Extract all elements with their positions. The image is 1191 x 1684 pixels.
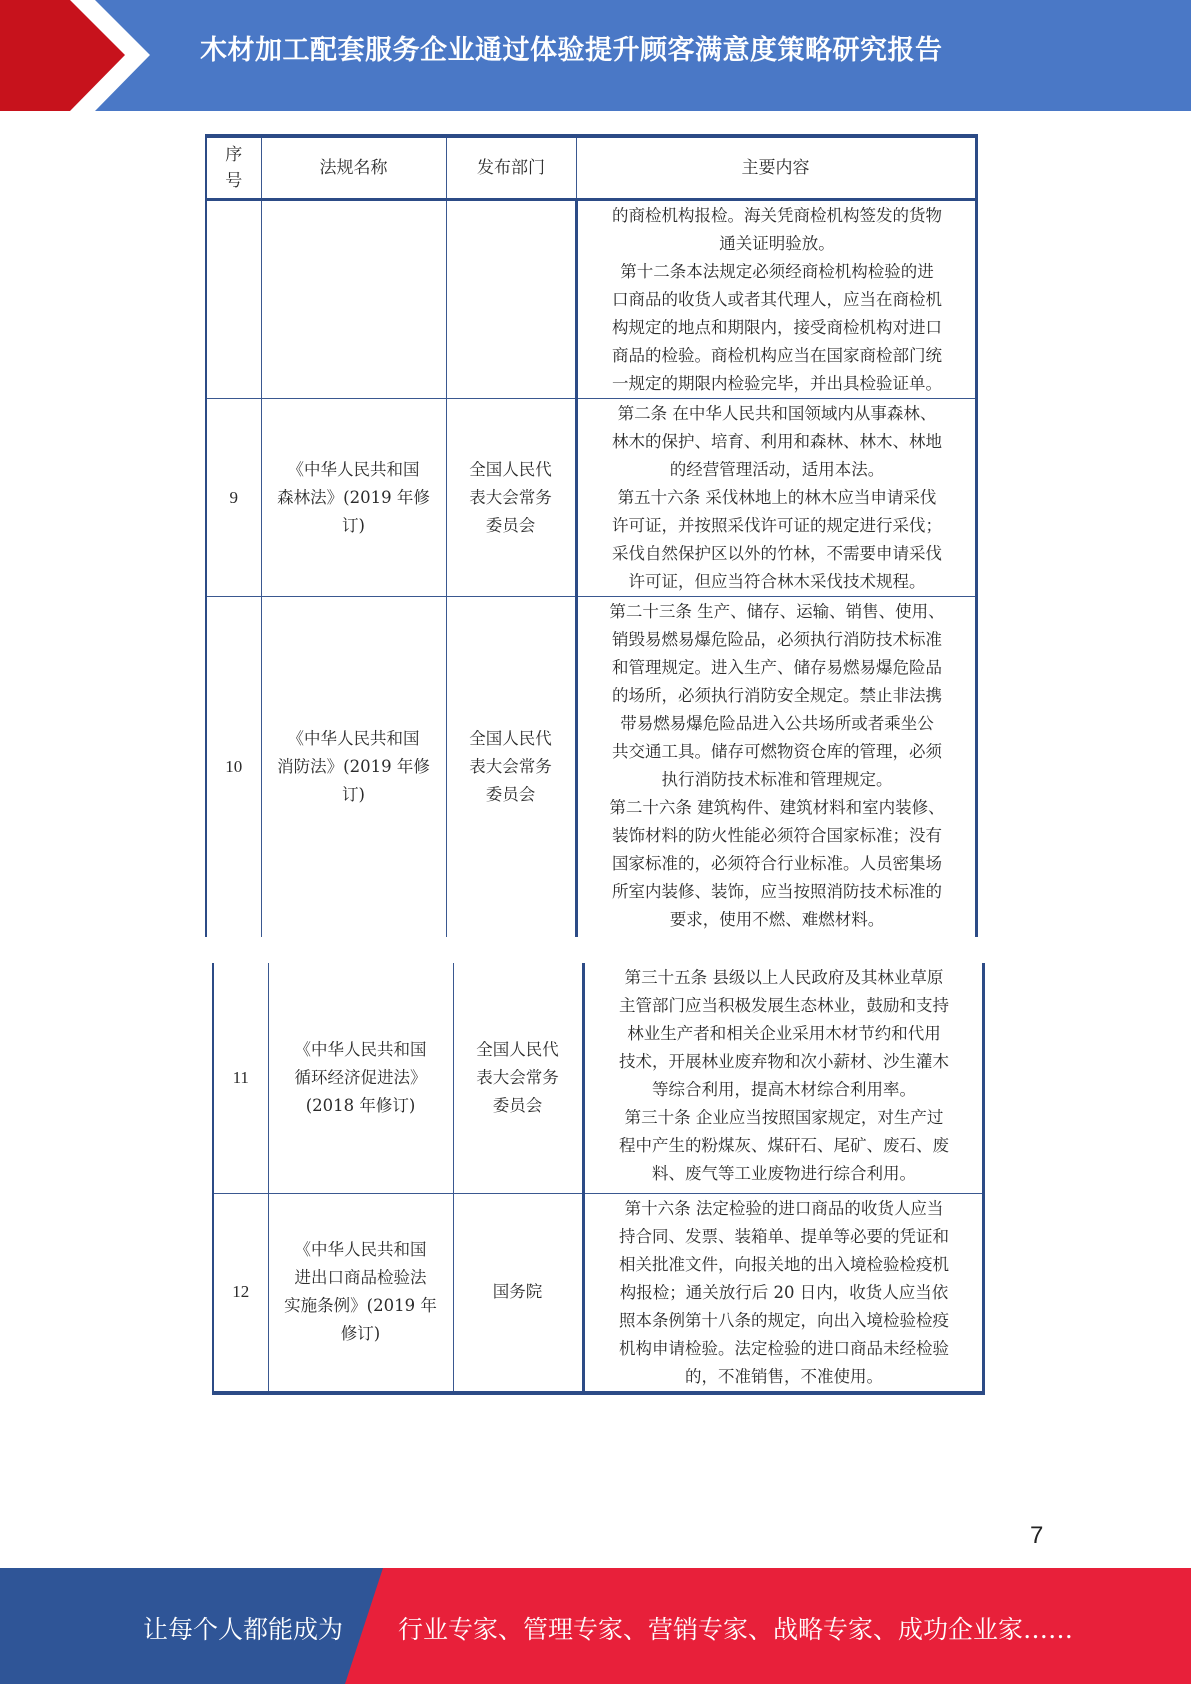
cell-content xyxy=(576,200,976,399)
cell-text-line: 的商检机构报检。海关凭商检机构签发的货物 xyxy=(612,206,942,225)
cell-text-line: 国务院 xyxy=(492,1282,543,1302)
cell-text-line: 全国人民代 xyxy=(476,1039,559,1059)
cell-text-line: 进出口商品检验法 xyxy=(294,1268,427,1288)
cell-text-line: 修订) xyxy=(340,1324,381,1344)
cell-dept xyxy=(446,597,576,937)
cell-text-line: 第二十六条 建筑构件、建筑材料和室内装修、 xyxy=(609,798,945,817)
cell-name xyxy=(268,1193,453,1393)
cell-text-line: 执行消防技术标准和管理规定。 xyxy=(661,770,893,789)
cell-text-line: 《中华人民共和国 xyxy=(294,1039,427,1059)
cell-text-line: 循环经济促进法》 xyxy=(294,1067,427,1087)
header-content: 主要内容 xyxy=(576,136,976,200)
cell-text-line: 程中产生的粉煤灰、煤矸石、尾矿、废石、废 xyxy=(619,1136,949,1155)
cell-text-line: 第二十三条 生产、储存、运输、销售、使用、 xyxy=(609,602,945,621)
cell-text-line: 商品的检验。商检机构应当在国家商检部门统 xyxy=(612,346,942,365)
regulations-table-part-2 xyxy=(212,963,985,1395)
header-chevron-decoration xyxy=(0,0,150,111)
header-num xyxy=(206,136,261,200)
cell-content xyxy=(576,597,976,937)
cell-text-line: 委员会 xyxy=(492,1095,543,1115)
cell-num: 10 xyxy=(206,597,261,937)
cell-text-line: 照本条例第十八条的规定，向出入境检验检疫 xyxy=(619,1310,949,1330)
cell-text-line: 表大会常务 xyxy=(469,756,552,776)
cell-text-line: (2018 年修订) xyxy=(305,1095,416,1115)
cell-text-line: 第十六条 法定检验的进口商品的收货人应当 xyxy=(624,1198,944,1218)
cell-text-line: 许可证，并按照采伐许可证的规定进行采伐； xyxy=(612,516,942,535)
cell-text-line: 委员会 xyxy=(485,784,536,804)
cell-text-line: 第十二条本法规定必须经商检机构检验的进 xyxy=(620,262,934,281)
cell-text-line: 《中华人民共和国 xyxy=(287,459,420,479)
cell-text-line: 林业生产者和相关企业采用木材节约和代用 xyxy=(627,1024,941,1043)
page-number: 7 xyxy=(1030,1522,1044,1549)
header-dept: 发布部门 xyxy=(446,136,576,200)
cell-text-line: 采伐自然保护区以外的竹林，不需要申请采伐 xyxy=(612,544,942,563)
header-num-label: 序号 xyxy=(225,145,243,191)
cell-text-line: 的场所，必须执行消防安全规定。禁止非法携 xyxy=(612,686,942,705)
table-header-row xyxy=(206,136,976,200)
cell-text-line: 第二条 在中华人民共和国领域内从事森林、 xyxy=(617,404,937,423)
cell-name xyxy=(268,963,453,1193)
cell-text-line: 要求，使用不燃、难燃材料。 xyxy=(669,910,885,929)
cell-dept xyxy=(446,200,576,399)
cell-text-line: 口商品的收货人或者其代理人，应当在商检机 xyxy=(612,290,942,309)
cell-content xyxy=(576,399,976,597)
cell-dept xyxy=(446,399,576,597)
cell-text-line: 持合同、发票、装箱单、提单等必要的凭证和 xyxy=(619,1226,949,1246)
cell-text-line: 料、废气等工业废物进行综合利用。 xyxy=(652,1164,916,1183)
cell-content xyxy=(583,1193,983,1393)
cell-text-line: 委员会 xyxy=(485,515,536,535)
cell-text-line: 森林法》(2019 年修 xyxy=(277,487,430,507)
cell-dept xyxy=(453,963,583,1193)
cell-text-line: 第三十五条 县级以上人民政府及其林业草原 xyxy=(624,968,944,987)
cell-text-line: 和管理规定。进入生产、储存易燃易爆危险品 xyxy=(612,658,942,677)
cell-dept xyxy=(453,1193,583,1393)
cell-text-line: 表大会常务 xyxy=(469,487,552,507)
table-row xyxy=(213,1193,983,1393)
header-banner xyxy=(0,0,1191,111)
cell-text-line: 的，不准销售，不准使用。 xyxy=(685,1366,883,1386)
cell-text-line: 带易燃易爆危险品进入公共场所或者乘坐公 xyxy=(620,714,934,733)
cell-num: 12 xyxy=(213,1193,268,1393)
cell-text-line: 全国人民代 xyxy=(469,728,552,748)
cell-text-line: 装饰材料的防火性能必须符合国家标准；没有 xyxy=(612,826,942,845)
cell-text-line: 林木的保护、培育、利用和森林、林木、林地 xyxy=(612,432,942,451)
cell-text-line: 共交通工具。储存可燃物资仓库的管理，必须 xyxy=(612,742,942,761)
cell-text-line: 等综合利用，提高木材综合利用率。 xyxy=(652,1080,916,1099)
regulations-table-part-1 xyxy=(205,134,978,937)
cell-text-line: 订) xyxy=(342,784,365,804)
table-row xyxy=(206,597,976,937)
cell-text-line: 一规定的期限内检验完毕，并出具检验证单。 xyxy=(612,374,942,393)
cell-text-line: 构报检；通关放行后 20 日内，收货人应当依 xyxy=(619,1282,949,1302)
cell-num xyxy=(206,200,261,399)
cell-text-line: 主管部门应当积极发展生态林业，鼓励和支持 xyxy=(619,996,949,1015)
cell-text-line: 第三十条 企业应当按照国家规定，对生产过 xyxy=(624,1108,944,1127)
cell-text-line: 许可证，但应当符合林木采伐技术规程。 xyxy=(628,572,926,591)
cell-text-line: 第五十六条 采伐林地上的林木应当申请采伐 xyxy=(617,488,937,507)
cell-num: 11 xyxy=(213,963,268,1193)
cell-text-line: 通关证明验放。 xyxy=(719,234,835,253)
cell-num: 9 xyxy=(206,399,261,597)
table-row xyxy=(206,399,976,597)
cell-text-line: 实施条例》(2019 年 xyxy=(284,1296,437,1316)
cell-content xyxy=(583,963,983,1193)
cell-text-line: 技术，开展林业废弃物和次小薪材、沙生灌木 xyxy=(619,1052,949,1071)
cell-text-line: 订) xyxy=(342,515,365,535)
cell-name xyxy=(261,597,446,937)
cell-text-line: 《中华人民共和国 xyxy=(287,728,420,748)
cell-text-line: 表大会常务 xyxy=(476,1067,559,1087)
cell-name xyxy=(261,399,446,597)
table-row-continuation xyxy=(206,200,976,399)
table-row xyxy=(213,963,983,1193)
cell-name xyxy=(261,200,446,399)
footer-slogan-left: 让每个人都能成为 xyxy=(143,1615,344,1644)
header-name: 法规名称 xyxy=(261,136,446,200)
cell-text-line: 的经营管理活动，适用本法。 xyxy=(669,460,885,479)
report-title: 木材加工配套服务企业通过体验提升顾客满意度策略研究报告 xyxy=(200,35,943,66)
footer-slogan-right: 行业专家、管理专家、营销专家、战略专家、成功企业家…… xyxy=(398,1615,1074,1644)
cell-text-line: 销毁易燃易爆危险品，必须执行消防技术标准 xyxy=(612,630,942,649)
cell-text-line: 国家标准的，必须符合行业标准。人员密集场 xyxy=(612,854,942,873)
cell-text-line: 构规定的地点和期限内，接受商检机构对进口 xyxy=(612,318,942,337)
cell-text-line: 消防法》(2019 年修 xyxy=(277,756,430,776)
cell-text-line: 机构申请检验。法定检验的进口商品未经检验 xyxy=(619,1338,949,1358)
cell-text-line: 所室内装修、装饰，应当按照消防技术标准的 xyxy=(612,882,942,901)
cell-text-line: 全国人民代 xyxy=(469,459,552,479)
cell-text-line: 相关批准文件，向报关地的出入境检验检疫机 xyxy=(619,1254,949,1274)
cell-text-line: 《中华人民共和国 xyxy=(294,1240,427,1260)
